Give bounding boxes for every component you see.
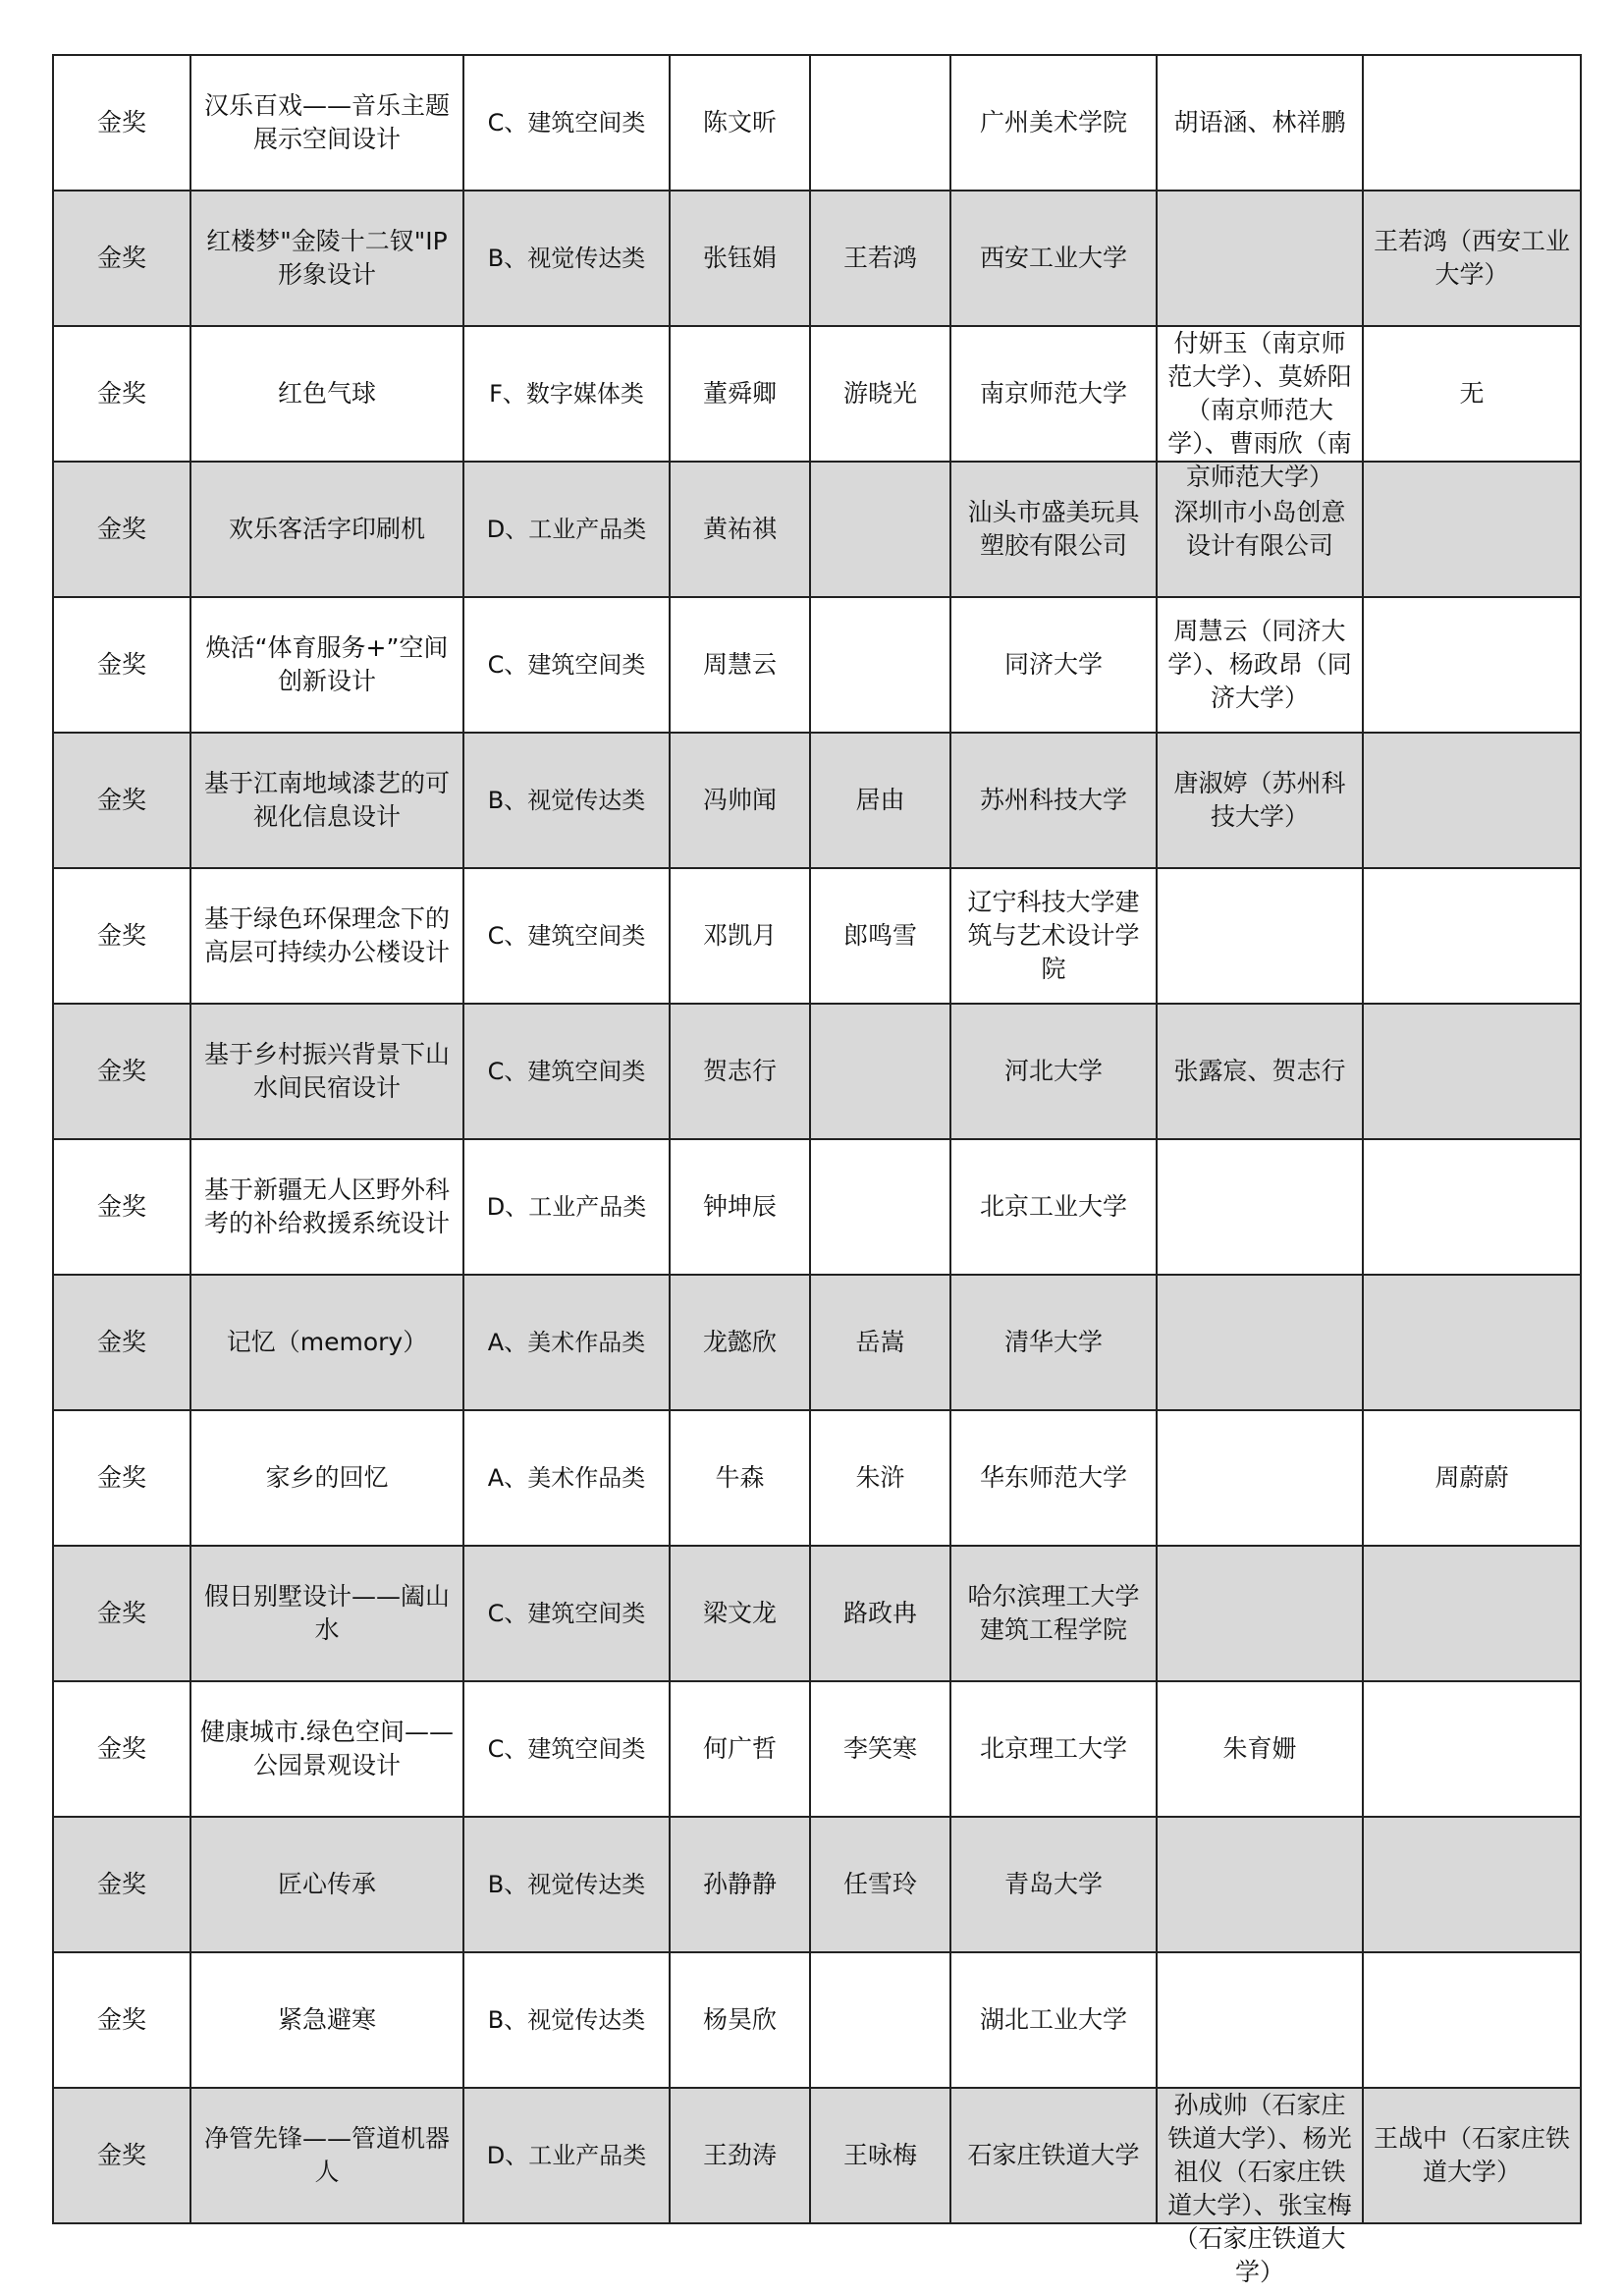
advisor-cell — [1157, 1410, 1363, 1546]
author-cell: 杨昊欣 — [670, 1952, 810, 2088]
advisor-text: 胡语涵、林祥鹏 — [1173, 108, 1346, 137]
award-cell: 金奖 — [53, 868, 190, 1004]
coauthor-cell: 王咏梅 — [810, 2088, 950, 2223]
advisor-cell — [1157, 597, 1363, 733]
author-cell: 龙懿欣 — [670, 1275, 810, 1410]
coauthor-cell — [810, 597, 950, 733]
advisor-cell — [1157, 1139, 1363, 1275]
award-cell: 金奖 — [53, 1410, 190, 1546]
title-cell: 红楼梦"金陵十二钗"IP形象设计 — [190, 191, 463, 326]
table-row — [53, 868, 1581, 1004]
category-cell: B、视觉传达类 — [463, 191, 670, 326]
advisor-text: 朱育姗 — [1222, 1734, 1297, 1763]
title-cell: 假日别墅设计——阖山水 — [190, 1546, 463, 1681]
author-cell: 钟坤辰 — [670, 1139, 810, 1275]
note-cell — [1363, 1139, 1581, 1275]
advisor-cell — [1157, 191, 1363, 326]
author-cell: 邓凯月 — [670, 868, 810, 1004]
note-cell — [1363, 1681, 1581, 1817]
note-cell — [1363, 1546, 1581, 1681]
note-cell — [1363, 1952, 1581, 2088]
author-cell: 贺志行 — [670, 1004, 810, 1139]
table-row — [53, 191, 1581, 326]
table-row — [53, 1410, 1581, 1546]
institution-cell: 北京理工大学 — [950, 1681, 1157, 1817]
award-cell: 金奖 — [53, 55, 190, 191]
note-cell: 无 — [1363, 326, 1581, 462]
title-cell: 红色气球 — [190, 326, 463, 462]
award-cell: 金奖 — [53, 1275, 190, 1410]
table-row — [53, 597, 1581, 733]
advisor-cell — [1157, 1546, 1363, 1681]
award-cell: 金奖 — [53, 733, 190, 868]
table-row — [53, 1546, 1581, 1681]
category-cell: B、视觉传达类 — [463, 1817, 670, 1952]
institution-cell: 哈尔滨理工大学建筑工程学院 — [950, 1546, 1157, 1681]
table-row — [53, 1004, 1581, 1139]
institution-cell: 辽宁科技大学建筑与艺术设计学院 — [950, 868, 1157, 1004]
award-cell: 金奖 — [53, 1546, 190, 1681]
table-row — [53, 1681, 1581, 1817]
institution-cell: 湖北工业大学 — [950, 1952, 1157, 2088]
category-cell: A、美术作品类 — [463, 1275, 670, 1410]
table-row — [53, 55, 1581, 191]
category-cell: B、视觉传达类 — [463, 733, 670, 868]
award-cell: 金奖 — [53, 462, 190, 597]
note-cell — [1363, 733, 1581, 868]
institution-cell: 汕头市盛美玩具塑胶有限公司 — [950, 462, 1157, 597]
note-cell: 王若鸿（西安工业大学） — [1363, 191, 1581, 326]
title-cell: 紧急避寒 — [190, 1952, 463, 2088]
institution-cell: 河北大学 — [950, 1004, 1157, 1139]
advisor-cell — [1157, 1275, 1363, 1410]
author-cell: 董舜卿 — [670, 326, 810, 462]
author-cell: 冯帅闻 — [670, 733, 810, 868]
table-row — [53, 462, 1581, 597]
note-cell: 王战中（石家庄铁道大学） — [1363, 2088, 1581, 2223]
advisor-cell — [1157, 733, 1363, 868]
coauthor-cell — [810, 1004, 950, 1139]
title-cell: 基于江南地域漆艺的可视化信息设计 — [190, 733, 463, 868]
institution-cell: 南京师范大学 — [950, 326, 1157, 462]
table-row — [53, 1952, 1581, 2088]
coauthor-cell: 李笑寒 — [810, 1681, 950, 1817]
author-cell: 周慧云 — [670, 597, 810, 733]
institution-cell: 北京工业大学 — [950, 1139, 1157, 1275]
advisor-text: 张露宸、贺志行 — [1173, 1057, 1346, 1085]
category-cell: D、工业产品类 — [463, 462, 670, 597]
coauthor-cell — [810, 55, 950, 191]
table-row — [53, 1139, 1581, 1275]
author-cell: 何广哲 — [670, 1681, 810, 1817]
category-cell: D、工业产品类 — [463, 2088, 670, 2223]
award-cell: 金奖 — [53, 1681, 190, 1817]
table-row — [53, 2088, 1581, 2223]
table-row — [53, 326, 1581, 462]
title-cell: 基于新疆无人区野外科考的补给救援系统设计 — [190, 1139, 463, 1275]
note-cell — [1363, 868, 1581, 1004]
category-cell: C、建筑空间类 — [463, 868, 670, 1004]
advisor-cell — [1157, 55, 1363, 191]
note-cell — [1363, 462, 1581, 597]
award-cell: 金奖 — [53, 326, 190, 462]
title-cell: 基于绿色环保理念下的高层可持续办公楼设计 — [190, 868, 463, 1004]
author-cell: 张钰娟 — [670, 191, 810, 326]
advisor-text: 周慧云（同济大学）、杨政昂（同济大学） — [1167, 617, 1352, 712]
category-cell: A、美术作品类 — [463, 1410, 670, 1546]
award-list-page — [52, 54, 1580, 2286]
category-cell: D、工业产品类 — [463, 1139, 670, 1275]
author-cell: 孙静静 — [670, 1817, 810, 1952]
coauthor-cell: 王若鸿 — [810, 191, 950, 326]
coauthor-cell: 游晓光 — [810, 326, 950, 462]
category-cell: C、建筑空间类 — [463, 597, 670, 733]
author-cell: 王劲涛 — [670, 2088, 810, 2223]
table-row — [53, 1275, 1581, 1410]
category-cell: B、视觉传达类 — [463, 1952, 670, 2088]
award-table — [52, 54, 1582, 2286]
advisor-cell — [1157, 1004, 1363, 1139]
title-cell: 家乡的回忆 — [190, 1410, 463, 1546]
author-cell: 梁文龙 — [670, 1546, 810, 1681]
coauthor-cell: 岳嵩 — [810, 1275, 950, 1410]
table-row — [53, 733, 1581, 868]
note-cell — [1363, 597, 1581, 733]
title-cell: 欢乐客活字印刷机 — [190, 462, 463, 597]
institution-cell: 苏州科技大学 — [950, 733, 1157, 868]
coauthor-cell: 郎鸣雪 — [810, 868, 950, 1004]
advisor-cell — [1157, 2088, 1363, 2286]
note-cell — [1363, 1817, 1581, 1952]
award-cell: 金奖 — [53, 1817, 190, 1952]
note-cell — [1363, 55, 1581, 191]
table-row — [53, 1817, 1581, 1952]
note-cell: 周蔚蔚 — [1363, 1410, 1581, 1546]
coauthor-cell: 朱浒 — [810, 1410, 950, 1546]
author-cell: 陈文昕 — [670, 55, 810, 191]
title-cell: 记忆（memory） — [190, 1275, 463, 1410]
title-cell: 焕活“体育服务+”空间创新设计 — [190, 597, 463, 733]
title-cell: 匠心传承 — [190, 1817, 463, 1952]
title-cell: 净管先锋——管道机器人 — [190, 2088, 463, 2223]
institution-cell: 广州美术学院 — [950, 55, 1157, 191]
award-cell: 金奖 — [53, 191, 190, 326]
advisor-cell — [1157, 1681, 1363, 1817]
author-cell: 牛森 — [670, 1410, 810, 1546]
coauthor-cell: 路政冉 — [810, 1546, 950, 1681]
note-cell — [1363, 1004, 1581, 1139]
institution-cell: 青岛大学 — [950, 1817, 1157, 1952]
institution-cell: 同济大学 — [950, 597, 1157, 733]
note-cell — [1363, 1275, 1581, 1410]
award-cell: 金奖 — [53, 1139, 190, 1275]
advisor-cell — [1157, 326, 1363, 491]
author-cell: 黄祐祺 — [670, 462, 810, 597]
category-cell: C、建筑空间类 — [463, 55, 670, 191]
award-cell: 金奖 — [53, 2088, 190, 2223]
award-cell: 金奖 — [53, 1004, 190, 1139]
category-cell: C、建筑空间类 — [463, 1004, 670, 1139]
category-cell: C、建筑空间类 — [463, 1681, 670, 1817]
institution-cell: 清华大学 — [950, 1275, 1157, 1410]
advisor-cell — [1157, 1952, 1363, 2088]
coauthor-cell — [810, 462, 950, 597]
advisor-text: 深圳市小岛创意设计有限公司 — [1173, 498, 1346, 560]
category-cell: C、建筑空间类 — [463, 1546, 670, 1681]
institution-cell: 西安工业大学 — [950, 191, 1157, 326]
title-cell: 基于乡村振兴背景下山水间民宿设计 — [190, 1004, 463, 1139]
award-cell: 金奖 — [53, 597, 190, 733]
institution-cell: 华东师范大学 — [950, 1410, 1157, 1546]
title-cell: 健康城市.绿色空间——公园景观设计 — [190, 1681, 463, 1817]
coauthor-cell: 居由 — [810, 733, 950, 868]
advisor-cell — [1157, 868, 1363, 1004]
coauthor-cell: 任雪玲 — [810, 1817, 950, 1952]
advisor-cell — [1157, 1817, 1363, 1952]
category-cell: F、数字媒体类 — [463, 326, 670, 462]
coauthor-cell — [810, 1952, 950, 2088]
advisor-text: 付妍玉（南京师范大学）、莫娇阳（南京师范大学）、曹雨欣（南京师范大学） — [1167, 329, 1352, 491]
coauthor-cell — [810, 1139, 950, 1275]
award-cell: 金奖 — [53, 1952, 190, 2088]
advisor-text: 唐淑婷（苏州科技大学） — [1173, 769, 1346, 831]
institution-cell: 石家庄铁道大学 — [950, 2088, 1157, 2223]
title-cell: 汉乐百戏——音乐主题展示空间设计 — [190, 55, 463, 191]
advisor-text: 孙成帅（石家庄铁道大学）、杨光祖仪（石家庄铁道大学）、张宝梅（石家庄铁道大学） — [1167, 2091, 1352, 2286]
